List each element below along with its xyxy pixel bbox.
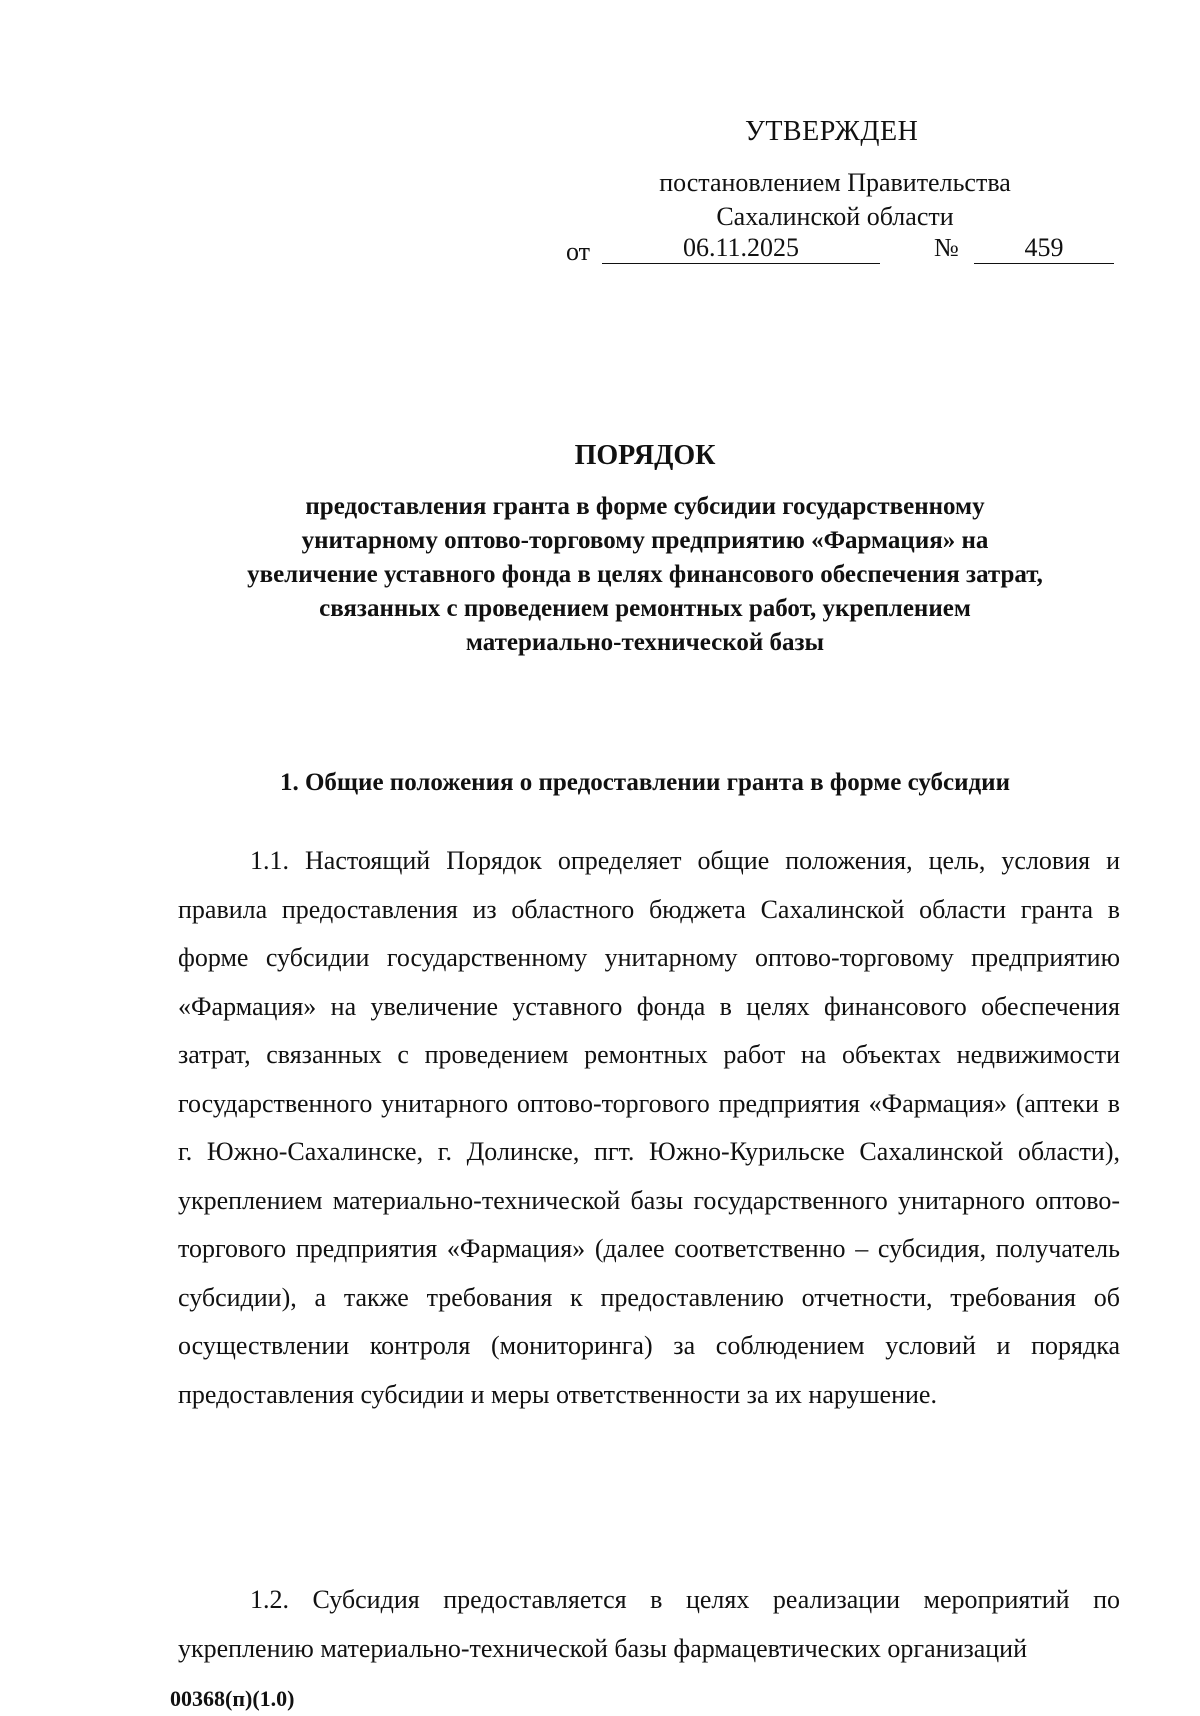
number-label: № bbox=[934, 233, 959, 262]
approval-number: 459 bbox=[974, 233, 1114, 264]
approval-issuer-line1: постановлением Правительства bbox=[659, 168, 1011, 197]
section-heading: 1. Общие положения о предоставлении гранта в форме субсидии bbox=[279, 769, 1010, 796]
paragraph-1-1: 1.1. Настоящий Порядок определяет общие положения, цель, условия и правила предоставления из областного бюджета Сахалинской области гранта в форме субсидии государственному унитарному оптово-торговому предприятию «Фармация» на увеличение уставного фонда в целях финансового обеспечения затрат, связанных с проведением ремонтных работ на объектах недвижимости государственного унитарного оптово-торгового предприятия «Фармация» (аптеки в г. Южно-Сахалинске, г. Долинске, пгт. Южно-Курильске Сахалинской области), укреплением материально-технической базы государственного унитарного оптово-торгового предприятия «Фармация» (далее соответственно – субсидия, получатель субсидии), а также требования к предоставлению отчетности, требования об осуществлении контроля (мониторинга) за соблюдением условий и порядка предоставления субсидии и меры ответственности за их нарушение. bbox=[178, 846, 1120, 1409]
footer-document-code: 00368(п)(1.0) bbox=[170, 1686, 295, 1711]
approval-issuer-line2: Сахалинской области bbox=[716, 202, 954, 231]
approval-title: УТВЕРЖДЕН bbox=[745, 116, 919, 147]
date-label: от bbox=[566, 237, 591, 266]
document-title: ПОРЯДОК bbox=[574, 440, 716, 471]
paragraph-1-2: 1.2. Субсидия предоставляется в целях реализации мероприятий по укреплению материально-технической базы фармацевтических организаций bbox=[178, 1585, 1120, 1663]
approval-date-row bbox=[566, 233, 1126, 267]
document-subtitle: предоставления гранта в форме субсидии государственному унитарному оптово-торговому предприятию «Фармация» на увеличение уставного фонда в целях финансового обеспечения затрат, связанных с проведением ремонтных работ, укреплением материально-технической базы bbox=[247, 493, 1043, 656]
approval-date: 06.11.2025 bbox=[602, 233, 880, 264]
